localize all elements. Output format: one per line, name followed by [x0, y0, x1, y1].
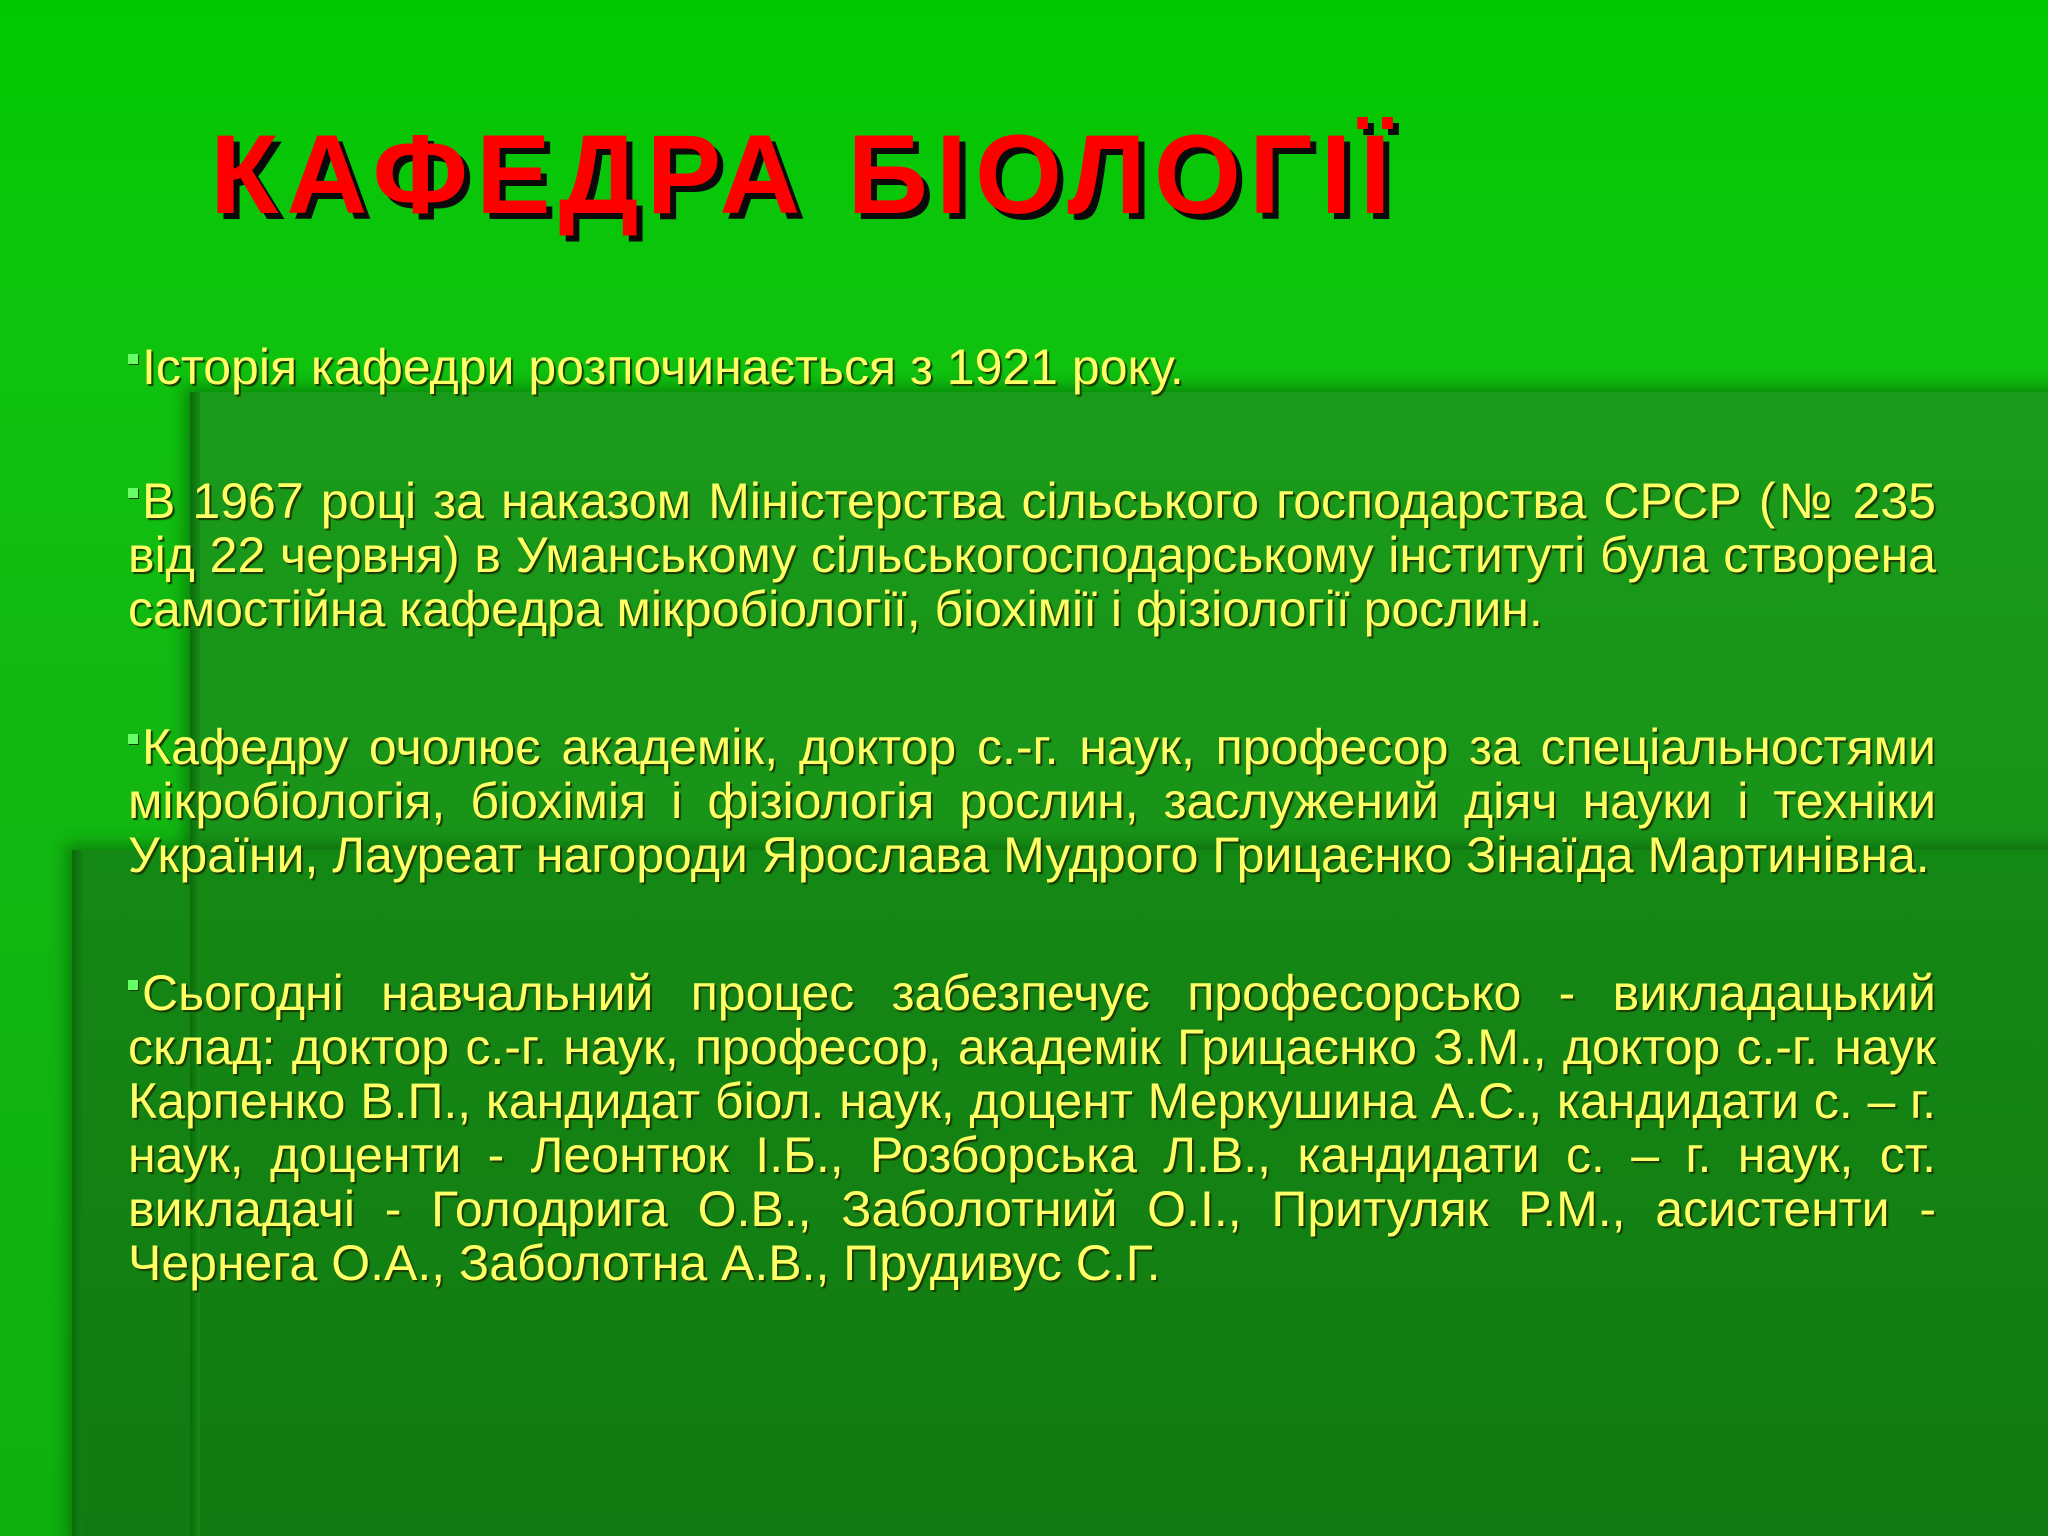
- bullet-paragraph-history: [128, 340, 1936, 394]
- square-bullet-icon: [128, 734, 138, 744]
- bullet-paragraph-staff: [128, 966, 1936, 1290]
- decorative-edge-lower: [72, 850, 82, 1536]
- paragraph-text: В 1967 році за наказом Міністерства сільського господарства СРСР (№ 235 від 22 червня) в Уманському сільськогосподарському інституті була створена самостійна кафедра мікробіології, біохімії і фізіології рослин.: [128, 473, 1936, 637]
- slide-title: КАФЕДРА БІОЛОГІЇ: [210, 112, 1399, 237]
- bullet-paragraph-founding: [128, 474, 1936, 636]
- square-bullet-icon: [128, 488, 138, 498]
- paragraph-text: Кафедру очолює академік, доктор с.-г. наук, професор за спеціальностями мікробіологія, біохімія і фізіологія рослин, заслужений діяч науки і техніки України, Лауреат нагороди Ярослава Мудрого Грицаєнко Зінаїда Мартинівна.: [128, 719, 1936, 883]
- square-bullet-icon: [128, 354, 138, 364]
- paragraph-text: Історія кафедри розпочинається з 1921 року.: [142, 339, 1184, 395]
- slide-body: [128, 330, 1936, 1290]
- square-bullet-icon: [128, 980, 138, 990]
- paragraph-text: Сьогодні навчальний процес забезпечує професорсько - викладацький склад: доктор с.-г. наук, професор, академік Грицаєнко З.М., доктор с.-г. наук Карпенко В.П., кандидат біол. наук, доцент Меркушина А.С., кандидати с. – г. наук, доценти - Леонтюк І.Б., Розборська Л.В., кандидати с. – г. наук, ст. викладачі - Голодрига О.В., Заболотний О.І., Притуляк Р.М., асистенти - Чернега О.А., Заболотна А.В., Прудивус С.Г.: [128, 965, 1936, 1291]
- bullet-paragraph-head: [128, 720, 1936, 882]
